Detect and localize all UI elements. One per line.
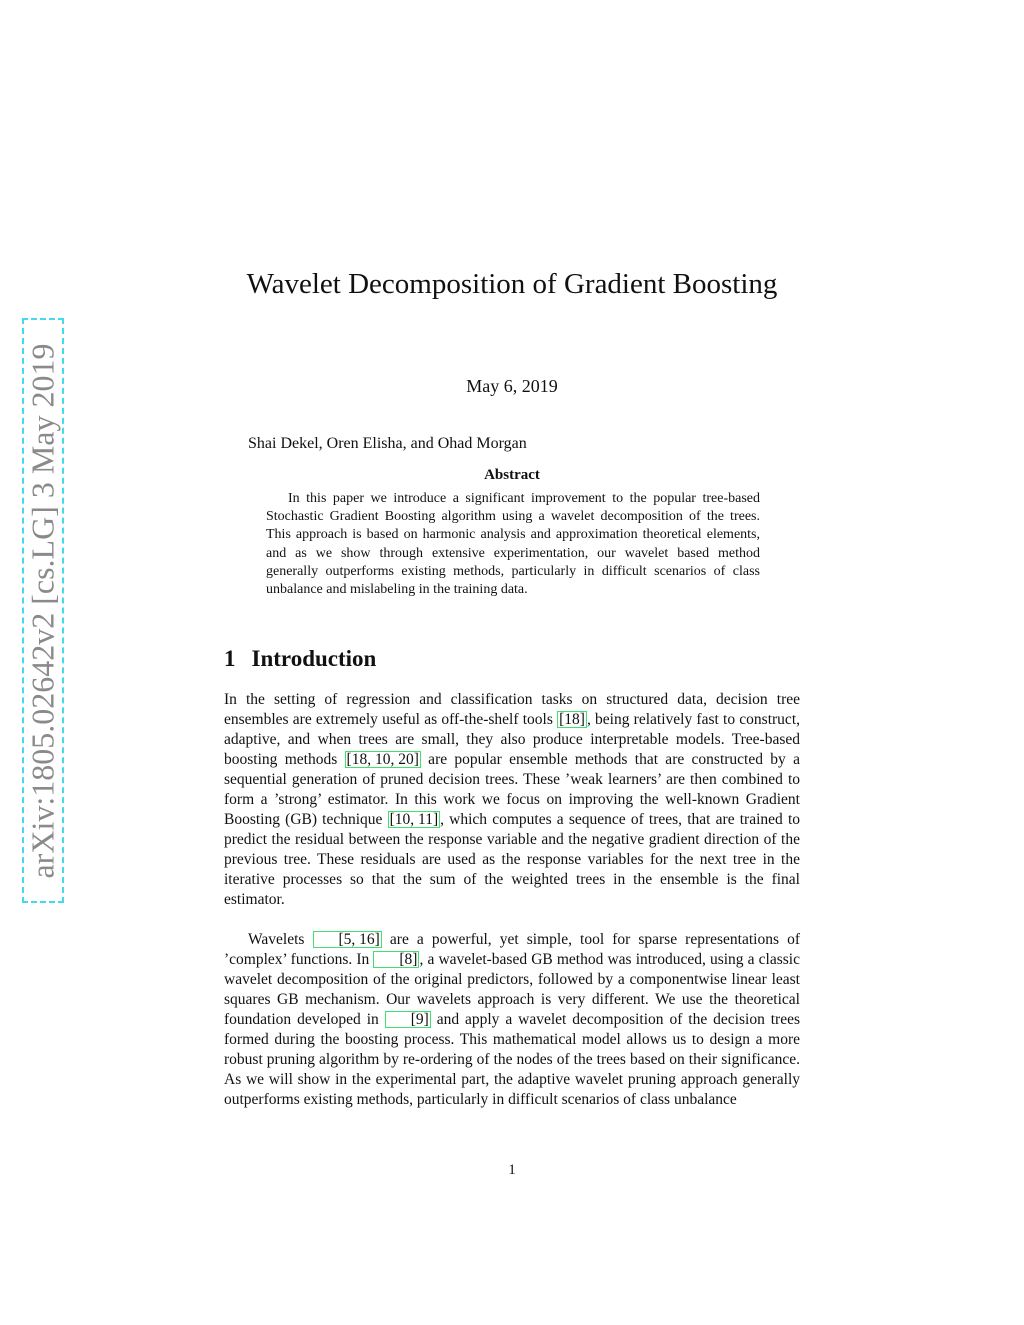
arxiv-stamp	[22, 318, 64, 903]
citation-link[interactable]: [18]	[559, 711, 585, 728]
text-run: are popular ensemble methods that are constructed by a sequential generation of pruned decision trees. These ’weak learners’ are then combined to form a ’strong’ estimator. In this work we focus on improving the well-known Gradient Boosting (GB) technique	[224, 751, 800, 828]
section-title: Introduction	[251, 646, 377, 671]
citation-link[interactable]: [10, 11]	[389, 811, 439, 828]
intro-paragraph-2	[224, 930, 800, 1110]
text-run: are a powerful, yet simple, tool for sparse representations of ’complex’ functions. In	[224, 931, 800, 968]
paper-authors: Shai Dekel, Oren Elisha, and Ohad Morgan	[248, 435, 527, 452]
abstract-text: In this paper we introduce a significant improvement to the popular tree-based Stochastic Gradient Boosting algorithm using a wavelet decomposition of the trees. This approach is based on harmonic analysis and approximation theoretical elements, and as we show through extensive experimentation, our wavelet based method generally outperforms existing methods, particularly in difficult scenarios of class unbalance and mislabeling in the training data.	[266, 491, 760, 598]
intro-paragraph-1	[224, 690, 800, 910]
paper-date: May 6, 2019	[466, 376, 558, 396]
citation-link[interactable]: [18, 10, 20]	[346, 751, 419, 768]
text-run: and apply a wavelet decomposition of the decision trees formed during the boosting process. This mathematical model allows us to design a more robust pruning algorithm by re-ordering of the nodes of the trees based on their significance. As we will show in the experimental part, the adaptive wavelet pruning approach generally outperforms existing methods, particularly in difficult scenarios of class unbalance	[224, 1011, 801, 1108]
arxiv-identifier: arXiv:1805.02642v2 [cs.LG] 3 May 2019	[24, 342, 61, 879]
text-run: , being relatively fast to construct, adaptive, and when trees are small, they also produce interpretable models. Tree-based boosting methods	[224, 711, 800, 768]
section-number: 1	[224, 646, 236, 671]
text-run: Wavelets	[248, 931, 313, 948]
paper-title: Wavelet Decomposition of Gradient Boosting	[246, 268, 778, 300]
page-number: 1	[508, 1162, 516, 1178]
abstract-heading: Abstract	[484, 467, 540, 483]
text-run: , a wavelet-based GB method was introduced, using a classic wavelet decomposition of the original predictors, followed by a componentwise linear least squares GB mechanism. Our wavelets approach is very different. We use the theoretical foundation developed in	[224, 951, 800, 1028]
section-heading	[224, 646, 376, 672]
citation-link[interactable]: [5, 16]	[313, 931, 382, 948]
citation-link[interactable]: [8]	[373, 951, 419, 968]
text-run: In the setting of regression and classification tasks on structured data, decision tree ensembles are extremely useful as off-the-shelf tools	[224, 691, 800, 728]
citation-link[interactable]: [9]	[385, 1011, 431, 1028]
text-run: , which computes a sequence of trees, that are trained to predict the residual between the response variable and the negative gradient direction of the previous tree. These residuals are used as the response variables for the next tree in the iterative processes so that the sum of the weighted trees in the ensemble is the final estimator.	[224, 811, 801, 908]
